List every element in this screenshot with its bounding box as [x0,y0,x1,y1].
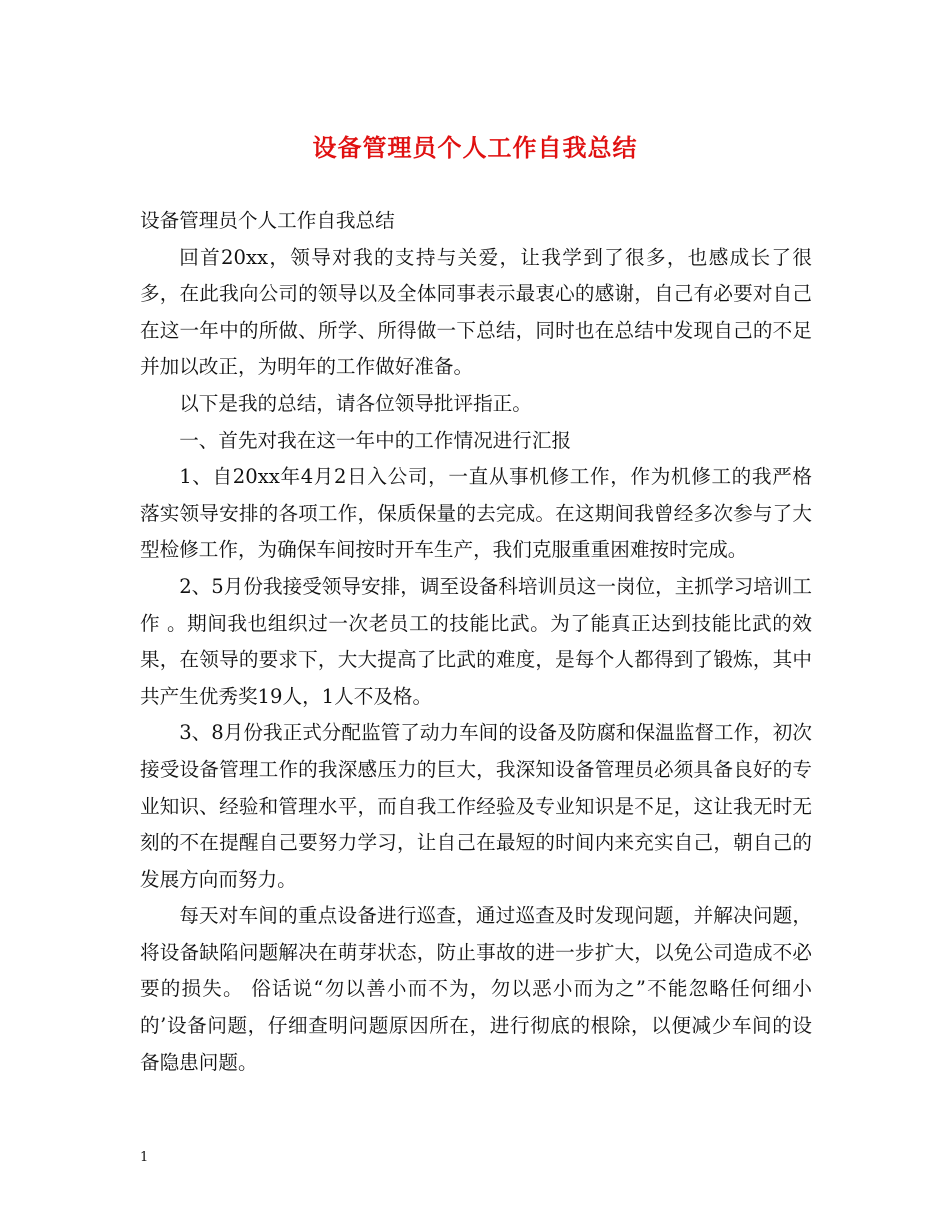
paragraph-intro: 回首20xx，领导对我的支持与关爱，让我学到了很多，也感成长了很多，在此我向公司的领导以及全体同事表示最衷心的感谢，自己有必要对自己在这一年中的所做、所学、所得做一下总结，同时也在总结中发现自己的不足并加以改正，为明年的工作做好准备。 [140,245,812,379]
document-subtitle: 设备管理员个人工作自我总结 [140,209,395,232]
document-body [140,203,812,1081]
paragraph-daily-inspection: 每天对车间的重点设备进行巡查，通过巡查及时发现问题，并解决问题，将设备缺陷问题解决在萌芽状态，防止事故的进一步扩大，以免公司造成不必要的损失。 俗话说“勿以善小而不为，勿以恶小而为之”不能忽略任何细小的’设备问题，仔细查明问题原因所在，进行彻底的根除，以便减少车间的设备隐患问题。 [140,904,812,1074]
paragraph-request-review: 以下是我的总结，请各位领导批评指正。 [179,391,532,415]
document-title: 设备管理员个人工作自我总结 [312,133,638,162]
paragraph-item-3: 3、8月份我正式分配监管了动力车间的设备及防腐和保温监督工作，初次接受设备管理工作的我深感压力的巨大，我深知设备管理员必须具备良好的专业知识、经验和管理水平，而自我工作经验及专业知识是不足，这让我无时无刻的不在提醒自己要努力学习，让自己在最短的时间内来充实自己，朝自己的发展方向而努力。 [140,721,812,891]
paragraph-item-1: 1、自20xx年4月2日入公司，一直从事机修工作，作为机修工的我严格落实领导安排的各项工作，保质保量的去完成。在这期间我曾经多次参与了大型检修工作，为确保车间按时开车生产，我们克服重重困难按时完成。 [140,465,812,562]
section-heading-1: 一、首先对我在这一年中的工作情况进行汇报 [179,428,572,452]
page-number: 1 [140,1150,149,1165]
paragraph-item-2: 2、5月份我接受领导安排，调至设备科培训员这一岗位，主抓学习培训工作 。期间我也组织过一次老员工的技能比武。为了能真正达到技能比武的效果，在领导的要求下，大大提高了比武的难度，是每个人都得到了锻炼，其中共产生优秀奖19人，1人不及格。 [140,574,812,708]
